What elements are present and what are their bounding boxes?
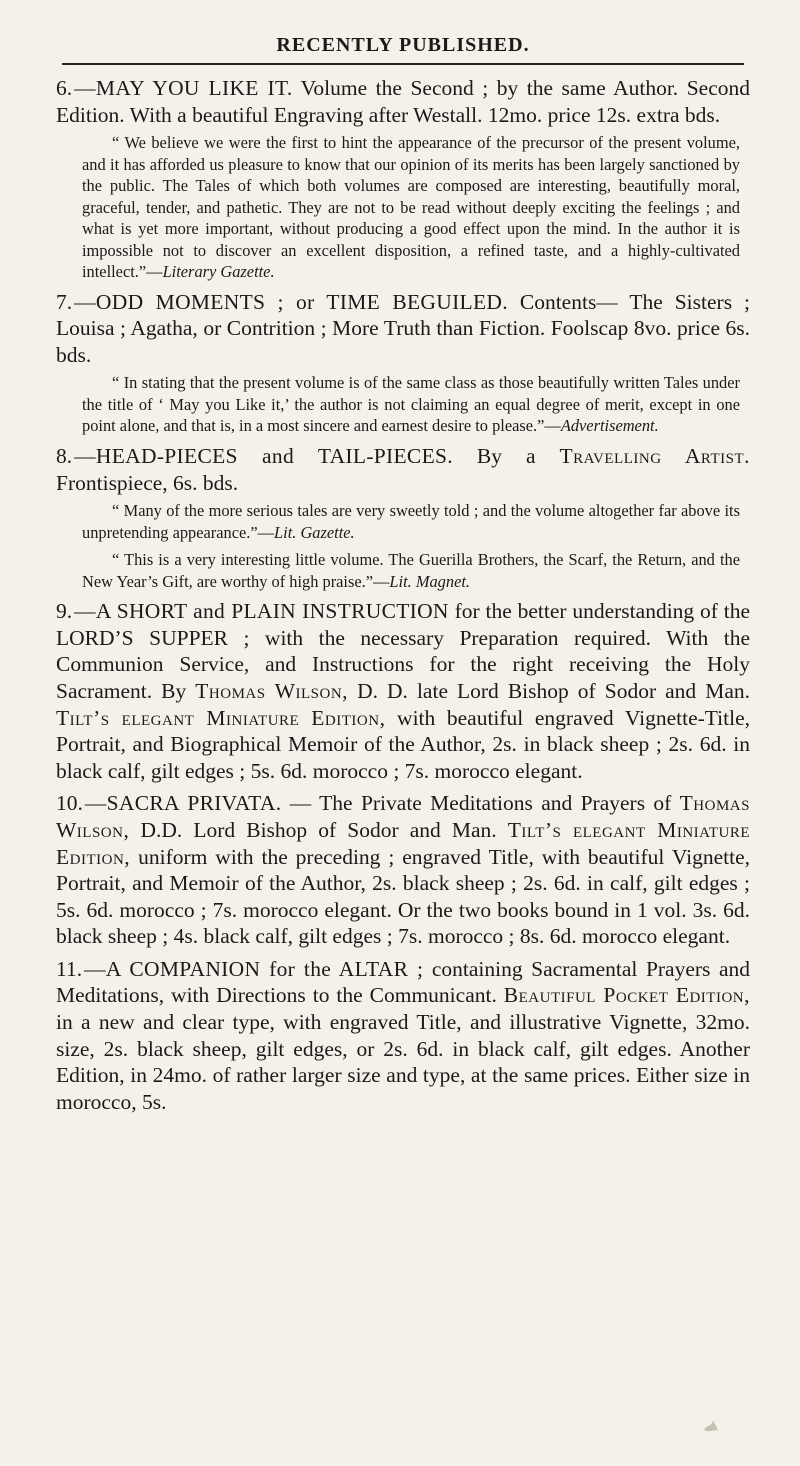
entry-body-b: D.D. Lord Bishop of Sodor and Man.	[129, 817, 508, 842]
review-text: “ In stating that the present volume is of the same class as those beautifully written Tales under the title of ‘ May you Like it,’ the author is not claiming an equal degree of merit, except in one point alone, and that is, in a most sincere and earnest desire to please.”—	[82, 373, 740, 436]
header-rule	[62, 63, 744, 65]
entry-title: —A SHORT and PLAIN INSTRUCTION	[74, 599, 449, 624]
review-source: Literary Gazette.	[162, 262, 275, 282]
review-text: “ Many of the more serious tales are very sweetly told ; and the volume altogether far above its unpretending appearance.”—	[82, 501, 740, 542]
author-smallcaps: Thomas Wilson,	[195, 678, 349, 703]
entry-body: Volume the Second ; by the same Author. Second Edition. With a beautiful Engraving after Westall. 12mo. price 12s. extra bds.	[56, 76, 750, 127]
entry-number: 9.	[56, 599, 73, 624]
entry-6-main	[56, 75, 750, 128]
edition-smallcaps: Tilt’s elegant Miniature Edition,	[56, 817, 750, 869]
review-quote	[56, 549, 750, 592]
entry-number: 7.	[56, 289, 73, 314]
entry-body: Frontispiece, 6s. bds.	[56, 470, 239, 495]
review-text: “ We believe we were the first to hint the appearance of the precursor of the present volume, and it has afforded us pleasure to know that our opinion of its merits has been largely sanctioned by the public. The Tales of which both volumes are composed are interesting, beautifully moral, graceful, tender, and pathetic. They are not to be read without deeply exciting the feelings ; and what is yet more important, without producing a good effect upon the mind. In the author it is impossible not to discover an excellent disposition, a refined taste, and a highly-cultivated intellect.”—	[82, 133, 740, 282]
entry-number: 10.	[56, 791, 83, 816]
entry-10-main	[56, 790, 750, 950]
entry-body: Contents— The Sisters ; Louisa ; Agatha, or Contrition ; More Truth than Fiction. Foolscap 8vo. price 6s. bds.	[56, 289, 750, 367]
entry-number: 6.	[56, 76, 73, 100]
entry-8	[56, 443, 750, 592]
author-smallcaps: Travelling Artist.	[559, 443, 750, 468]
entry-body-b: in a new and clear type, with engraved Title, and illustrative Vignette, 32mo. size, 2s. black sheep, gilt edges, or 2s. 6d. in black calf, gilt edges. Another Edition, in 24mo. of rather larger size and type, at the same prices. Either size in morocco, 5s.	[56, 1010, 750, 1114]
review-quote	[56, 132, 750, 283]
ink-mark-icon	[700, 1414, 722, 1436]
entry-body-a: containing Sacramental Prayers and Meditations, with Directions to the Communicant.	[56, 956, 751, 1008]
entry-body-pre: By a	[452, 443, 560, 468]
entry-body-c: uniform with the preceding ; engraved Title, with beautiful Vignette, Portrait, and Memoir of the Author, 2s. black sheep ; 2s. 6d. in calf, gilt edges ; 5s. 6d. morocco ; 7s. morocco elegant. Or the two books bound in 1 vol. 3s. 6d. black sheep ; 4s. black calf, gilt edges ; 7s. morocco ; 8s. 6d. morocco elegant.	[56, 844, 750, 949]
edition-smallcaps: Tilt’s elegant Miniature Edition,	[56, 705, 386, 730]
entry-9	[56, 598, 750, 784]
edition-smallcaps: Beautiful Pocket Edition,	[503, 983, 750, 1008]
running-head: RECENTLY PUBLISHED.	[276, 34, 530, 56]
review-quote	[56, 372, 750, 437]
review-source: Lit. Gazette.	[274, 522, 355, 542]
entry-body-a: — The Private Meditations and Prayers of	[281, 791, 680, 816]
entry-11-main	[56, 956, 750, 1116]
entry-number: 8.	[56, 443, 73, 468]
entry-9-main	[56, 598, 750, 784]
review-source: Advertisement.	[560, 416, 659, 436]
entry-11	[56, 956, 750, 1116]
entry-10	[56, 790, 750, 950]
entry-8-main	[56, 443, 750, 496]
entry-body-c: with beautiful engraved Vignette-Title, Portrait, and Biographical Memoir of the Author, 2s. in black sheep ; 2s. 6d. in black calf, gilt edges ; 5s. 6d. morocco ; 7s. morocco elegant.	[56, 705, 750, 783]
entry-body-b: D. D. late Lord Bishop of Sodor and Man.	[348, 678, 750, 703]
entry-6	[56, 75, 750, 283]
entry-7	[56, 289, 750, 437]
entry-title: —A COMPANION for the ALTAR ;	[84, 956, 424, 981]
review-quote	[56, 500, 750, 543]
entry-body-a: for the better understanding of the LORD’S SUPPER ; with the necessary Preparation required. With the Communion Service, and Instructions for the right receiving the Holy Sacrament. By	[56, 599, 750, 703]
entry-title: —MAY YOU LIKE IT.	[74, 76, 293, 100]
entry-7-main	[56, 289, 750, 369]
author-smallcaps: Thomas Wilson,	[56, 791, 750, 842]
entry-number: 11.	[56, 956, 83, 981]
review-text: “ This is a very interesting little volume. The Guerilla Brothers, the Scarf, the Return, and the New Year’s Gift, are worthy of high praise.”—	[82, 550, 740, 591]
entry-title: —HEAD-PIECES and TAIL-PIECES.	[74, 443, 453, 468]
entry-title: —ODD MOMENTS ; or TIME BEGUILED.	[74, 289, 508, 314]
entry-title: —SACRA PRIVATA.	[84, 791, 282, 816]
review-source: Lit. Magnet.	[389, 571, 470, 591]
